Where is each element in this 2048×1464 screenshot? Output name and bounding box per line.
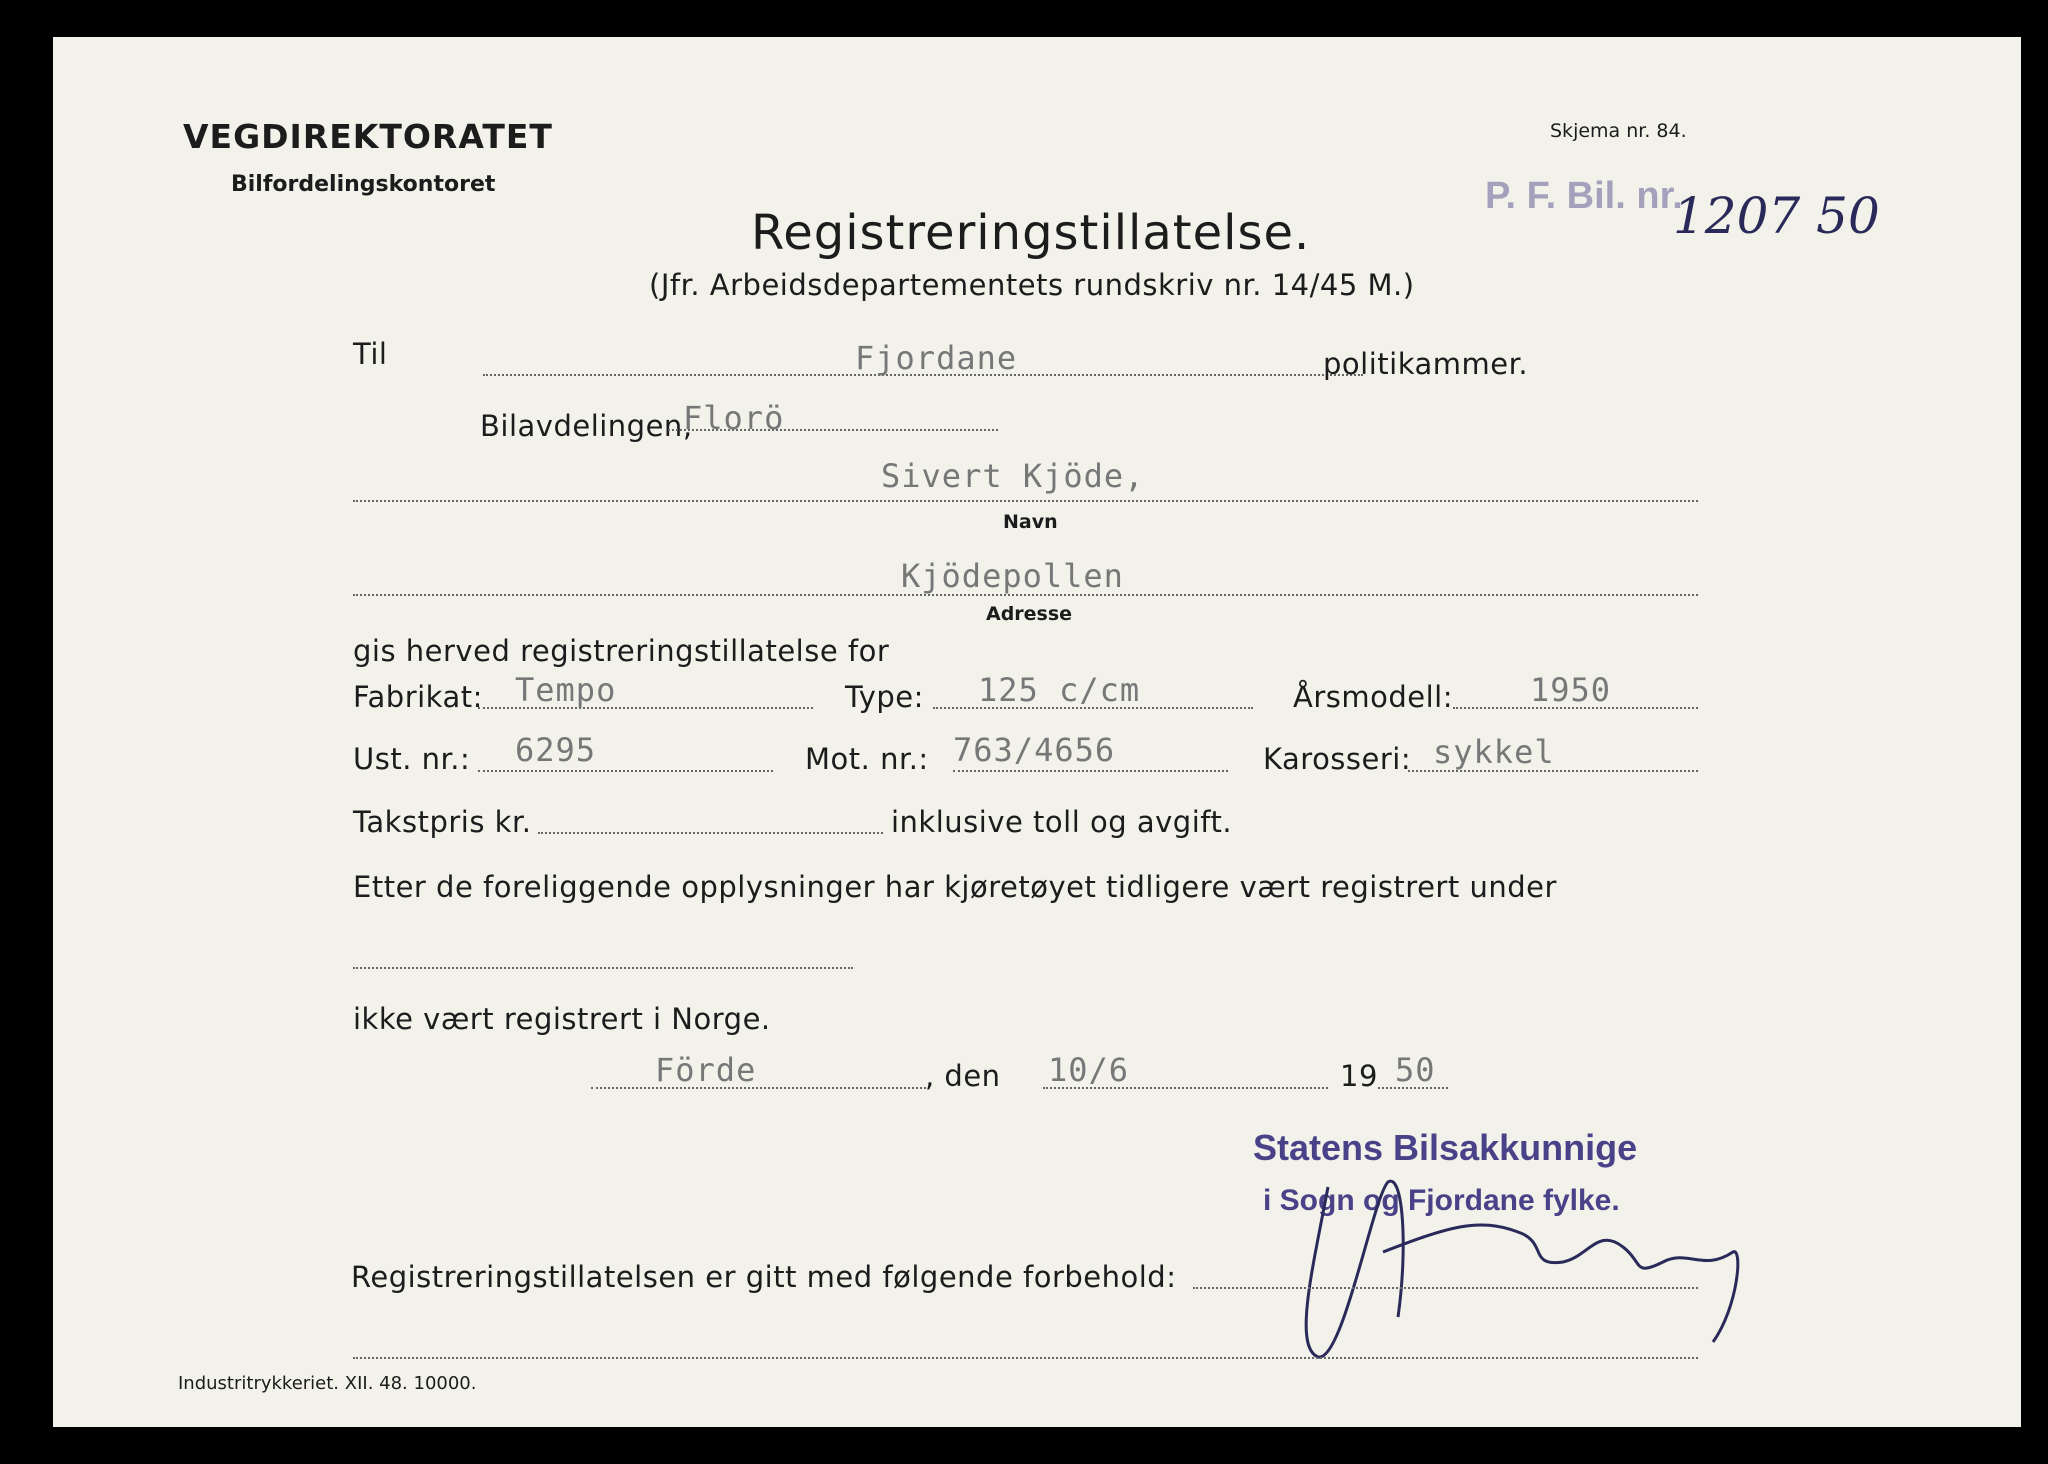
- body-label: Karosseri:: [1263, 742, 1412, 776]
- conditions-line: [1193, 1287, 1698, 1289]
- conditions-text: Registreringstillatelsen er gitt med følgende forbehold:: [351, 1260, 1177, 1294]
- signature: [1288, 1157, 1788, 1387]
- type-label: Type:: [845, 680, 924, 714]
- make-value: Tempo: [515, 671, 617, 709]
- price-line: [538, 832, 883, 834]
- page-subtitle: (Jfr. Arbeidsdepartementets rundskriv nr. 14/45 M.): [649, 268, 1415, 302]
- form-number: Skjema nr. 84.: [1550, 120, 1687, 142]
- branch-value: Florö: [683, 399, 785, 437]
- ust-value: 6295: [515, 731, 597, 769]
- reference-stamp: P. F. Bil. nr.: [1485, 175, 1683, 217]
- not-registered-text: ikke vært registrert i Norge.: [353, 1002, 771, 1036]
- office-name: Bilfordelingskontoret: [231, 172, 496, 197]
- district-value: Fjordane: [855, 339, 1018, 377]
- address-label: Adresse: [986, 603, 1073, 625]
- year-prefix: 19: [1340, 1059, 1378, 1093]
- owner-name: Sivert Kjöde,: [881, 457, 1145, 495]
- mot-line: [953, 770, 1228, 772]
- grant-text: gis herved registreringstillatelse for: [353, 634, 890, 668]
- year-label: Årsmodell:: [1293, 680, 1453, 714]
- make-label: Fabrikat:: [353, 680, 483, 714]
- price-suffix: inklusive toll og avgift.: [891, 805, 1233, 839]
- year-suffix-value: 50: [1395, 1051, 1436, 1089]
- page-title: Registreringstillatelse.: [751, 205, 1311, 261]
- conditions-line-2: [353, 1357, 1698, 1359]
- place-value: Förde: [655, 1051, 757, 1089]
- mot-label: Mot. nr.:: [805, 742, 929, 776]
- official-stamp-line2: i Sogn og Fjordane fylke.: [1263, 1184, 1620, 1217]
- type-value: 125 c/cm: [978, 671, 1141, 709]
- history-text: Etter de foreliggende opplysninger har kjøretøyet tidligere vært registrert under: [353, 870, 1557, 904]
- printer-imprint: Industritrykkeriet. XII. 48. 10000.: [178, 1373, 477, 1394]
- mot-value: 763/4656: [953, 731, 1116, 769]
- owner-address: Kjödepollen: [901, 557, 1124, 595]
- body-value: sykkel: [1433, 733, 1555, 771]
- place-line: [591, 1087, 926, 1089]
- to-label: Til: [353, 337, 388, 371]
- document-page: [53, 37, 2021, 1427]
- ust-label: Ust. nr.:: [353, 742, 471, 776]
- official-stamp-line1: Statens Bilsakkunnige: [1253, 1127, 1638, 1168]
- date-value: 10/6: [1048, 1051, 1130, 1089]
- year-value: 1950: [1530, 671, 1612, 709]
- org-name: VEGDIREKTORATET: [183, 117, 553, 156]
- history-line: [353, 967, 853, 969]
- handwritten-reference: 1207 50: [1673, 187, 1880, 245]
- name-line: [353, 500, 1698, 502]
- den-label: , den: [925, 1059, 1001, 1093]
- district-suffix: politikammer.: [1323, 347, 1529, 381]
- branch-label: Bilavdelingen,: [480, 409, 693, 443]
- price-label: Takstpris kr.: [353, 805, 532, 839]
- ust-line: [478, 770, 773, 772]
- name-label: Navn: [1003, 511, 1058, 533]
